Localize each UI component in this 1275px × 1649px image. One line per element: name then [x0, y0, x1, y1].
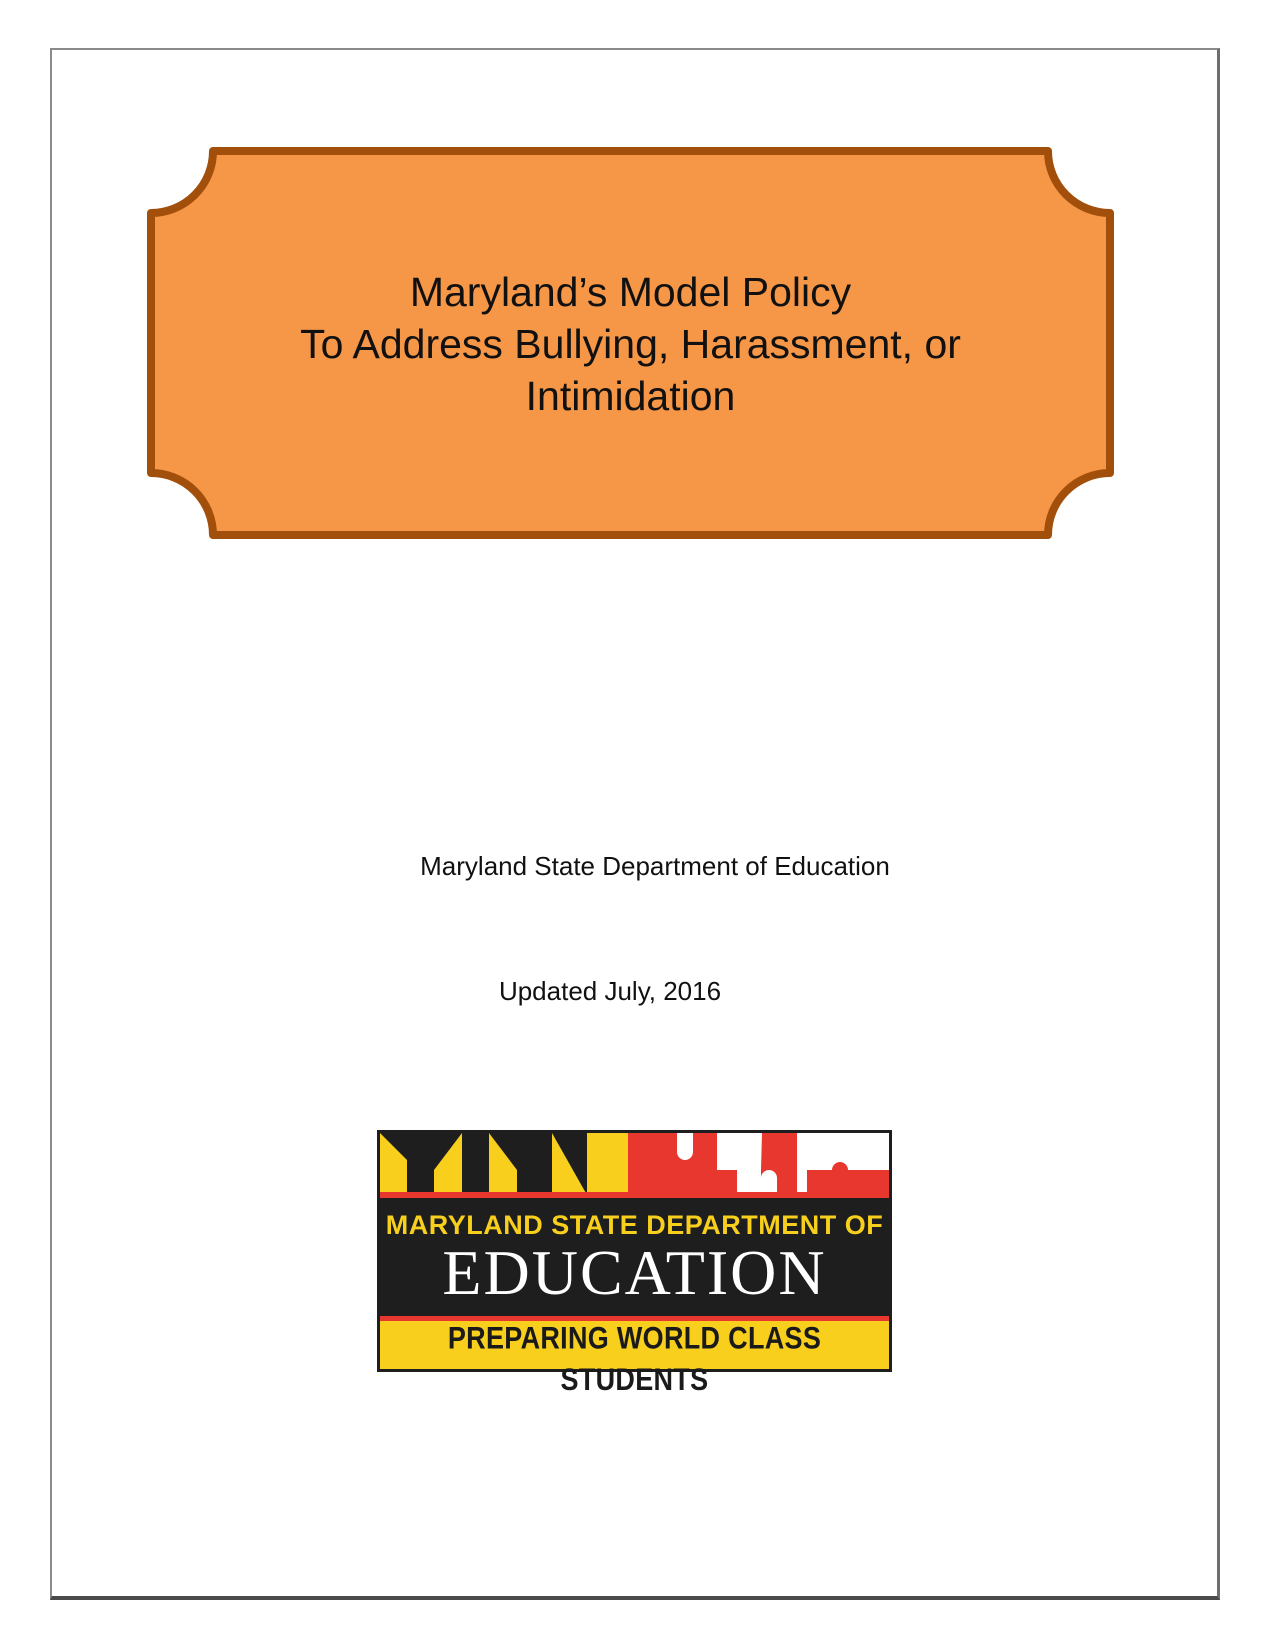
logo-education-word: EDUCATION	[442, 1237, 827, 1308]
organization-name: Maryland State Department of Education	[420, 851, 890, 881]
title-line-1: Maryland’s Model Policy	[409, 269, 852, 315]
title-plaque	[146, 146, 1115, 540]
logo-tagline: PREPARING WORLD CLASS STUDENTS	[447, 1321, 822, 1397]
updated-date: Updated July, 2016	[498, 976, 722, 1006]
title-line-2: To Address Bullying, Harassment, or	[300, 321, 961, 367]
title-line-3: Intimidation	[525, 373, 736, 419]
logo-agency-name: MARYLAND STATE DEPARTMENT OF	[385, 1210, 884, 1240]
msde-logo	[377, 1130, 892, 1397]
document-title	[146, 266, 1115, 422]
